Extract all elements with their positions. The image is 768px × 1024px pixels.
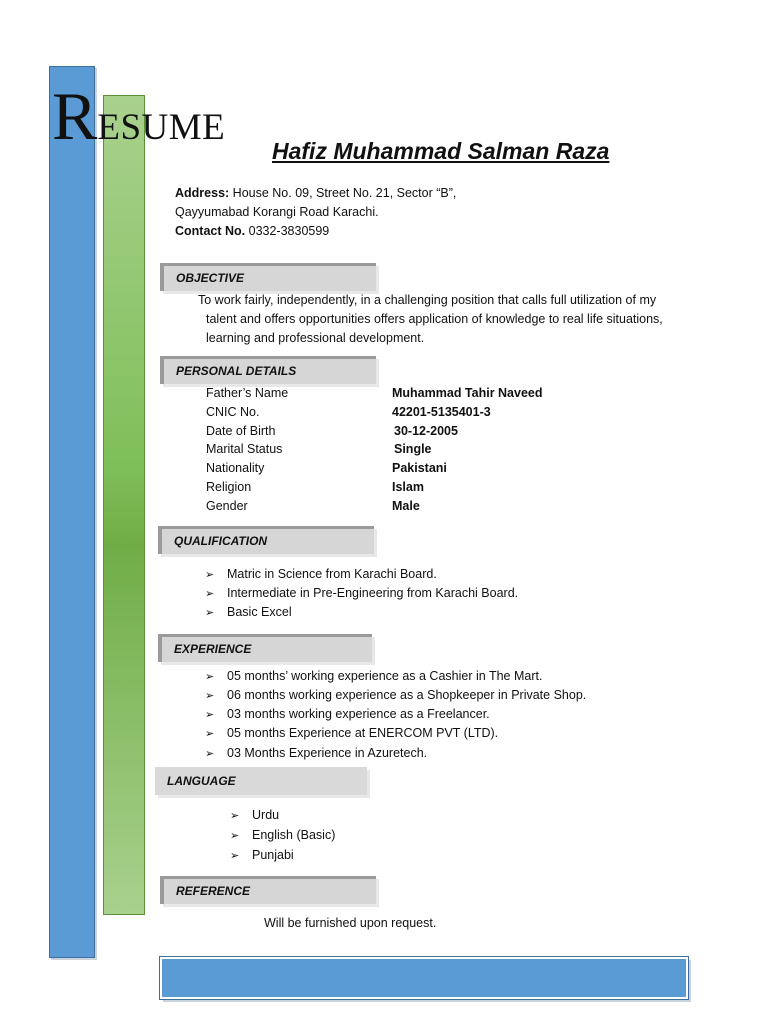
list-item: ➢ Urdu <box>230 808 280 822</box>
arrow-bullet-icon: ➢ <box>205 569 215 581</box>
list-item: ➢ Basic Excel <box>205 605 292 619</box>
list-item: ➢ 03 months working experience as a Freelancer. <box>205 707 490 721</box>
list-item: ➢ Punjabi <box>230 848 294 862</box>
list-item: ➢ 06 months working experience as a Shopkeeper in Private Shop. <box>205 688 587 702</box>
address-line-1: Address: House No. 09, Street No. 21, Sector “B”, <box>175 186 457 200</box>
detail-row: Marital Status Single <box>206 442 432 456</box>
section-header-objective: OBJECTIVE <box>160 263 376 291</box>
section-header-language: LANGUAGE <box>155 767 367 795</box>
section-header-experience: EXPERIENCE <box>158 634 372 662</box>
objective-line-2: talent and offers opportunities offers application of knowledge to real life situations, <box>206 312 663 326</box>
detail-row: Father’s Name Muhammad Tahir Naveed <box>206 386 543 400</box>
detail-row: CNIC No. 42201-5135401-3 <box>206 405 491 419</box>
left-blue-bar <box>49 66 95 958</box>
detail-row: Gender Male <box>206 499 420 513</box>
list-item: ➢ Matric in Science from Karachi Board. <box>205 567 437 581</box>
address-line-2: Qayyumabad Korangi Road Karachi. <box>175 205 379 219</box>
resume-title: RESUME <box>52 78 226 154</box>
arrow-bullet-icon: ➢ <box>205 728 215 740</box>
footer-blue-bar <box>160 957 688 999</box>
arrow-bullet-icon: ➢ <box>205 588 215 600</box>
arrow-bullet-icon: ➢ <box>230 850 240 862</box>
detail-row: Date of Birth 30-12-2005 <box>206 424 458 438</box>
left-green-bar <box>103 95 145 915</box>
objective-line-3: learning and professional development. <box>206 331 425 345</box>
arrow-bullet-icon: ➢ <box>205 607 215 619</box>
objective-line-1: To work fairly, independently, in a challenging position that calls full utilization of my <box>198 293 657 307</box>
list-item: ➢ Intermediate in Pre-Engineering from Karachi Board. <box>205 586 519 600</box>
contact-number: Contact No. 0332-3830599 <box>175 224 330 238</box>
arrow-bullet-icon: ➢ <box>205 690 215 702</box>
arrow-bullet-icon: ➢ <box>230 830 240 842</box>
candidate-name: Hafiz Muhammad Salman Raza <box>272 138 610 164</box>
list-item: ➢ 05 months Experience at ENERCOM PVT (LTD). <box>205 726 499 740</box>
detail-row: Nationality Pakistani <box>206 461 447 475</box>
section-header-qualification: QUALIFICATION <box>158 526 374 554</box>
reference-text: Will be furnished upon request. <box>264 916 437 930</box>
section-header-reference: REFERENCE <box>160 876 376 904</box>
list-item: ➢ 05 months’ working experience as a Cashier in The Mart. <box>205 669 543 683</box>
detail-row: Religion Islam <box>206 480 424 494</box>
arrow-bullet-icon: ➢ <box>205 748 215 760</box>
list-item: ➢ English (Basic) <box>230 828 336 842</box>
arrow-bullet-icon: ➢ <box>230 810 240 822</box>
list-item: ➢ 03 Months Experience in Azuretech. <box>205 746 428 760</box>
section-header-personal-details: PERSONAL DETAILS <box>160 356 376 384</box>
arrow-bullet-icon: ➢ <box>205 671 215 683</box>
arrow-bullet-icon: ➢ <box>205 709 215 721</box>
